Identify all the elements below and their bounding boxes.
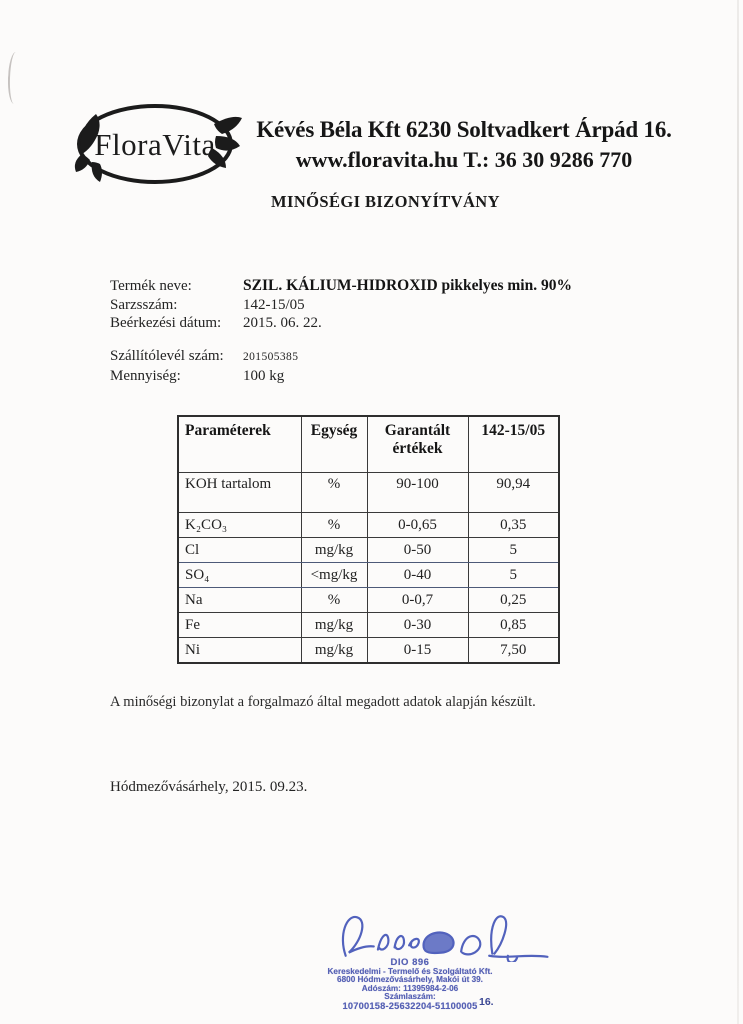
column-header-parameter: Paraméterek bbox=[178, 416, 301, 473]
company-address: Kévés Béla Kft 6230 Soltvadkert Árpád 16. bbox=[256, 117, 672, 142]
parameters-table bbox=[177, 415, 560, 664]
table-row bbox=[178, 473, 559, 513]
place-date: Hódmezővásárhely, 2015. 09.23. bbox=[110, 779, 308, 795]
handwritten-page-mark: 16. bbox=[479, 996, 494, 1008]
floravita-logo bbox=[66, 96, 242, 192]
note-text: A minőségi bizonylat a forgalmazó által megadott adatok alapján készült. bbox=[110, 694, 536, 710]
stamp-line: DIO 896 bbox=[390, 957, 430, 968]
field-product-name bbox=[110, 277, 572, 296]
field-quantity bbox=[110, 367, 298, 386]
stamp-line: Kereskedelmi - Termelő és Szolgáltató Kft. bbox=[327, 966, 493, 976]
leaf-icon bbox=[75, 154, 90, 172]
product-info bbox=[110, 277, 572, 333]
field-value: 201505385 bbox=[243, 351, 299, 363]
field-label: Mennyiség: bbox=[110, 367, 181, 384]
cell-unit: % bbox=[301, 588, 367, 613]
company-contact: www.floravita.hu T.: 36 30 9286 770 bbox=[295, 147, 633, 172]
logo-text: FloraVita bbox=[94, 127, 216, 162]
table-row bbox=[178, 638, 559, 664]
cell-measured: 0,85 bbox=[468, 613, 559, 638]
leaf-icon bbox=[92, 162, 102, 182]
leaf-icon bbox=[215, 136, 240, 151]
field-arrival-date bbox=[110, 314, 572, 333]
scan-artifact-left bbox=[7, 52, 23, 104]
cell-guaranteed: 0-30 bbox=[367, 613, 468, 638]
signature bbox=[331, 910, 559, 962]
field-value: 142-15/05 bbox=[243, 296, 305, 313]
cell-measured: 5 bbox=[468, 563, 559, 588]
cell-parameter: Cl bbox=[178, 538, 301, 563]
cell-unit: mg/kg bbox=[301, 638, 367, 664]
table-row bbox=[178, 588, 559, 613]
cell-parameter: Na bbox=[178, 588, 301, 613]
cell-measured: 90,94 bbox=[468, 473, 559, 513]
scan-artifact-right bbox=[737, 0, 739, 1024]
company-stamp bbox=[285, 959, 535, 1011]
cell-parameter: Ni bbox=[178, 638, 301, 664]
field-value: 100 kg bbox=[243, 367, 285, 384]
field-value: 2015. 06. 22. bbox=[243, 315, 322, 331]
stamp-line: 6800 Hódmezővásárhely, Makói út 39. bbox=[337, 975, 483, 985]
cell-measured: 5 bbox=[468, 538, 559, 563]
cell-guaranteed: 0-0,65 bbox=[367, 513, 468, 538]
column-header-batch: 142-15/05 bbox=[468, 416, 559, 473]
cell-guaranteed: 90-100 bbox=[367, 473, 468, 513]
cell-guaranteed: 0-50 bbox=[367, 538, 468, 563]
cell-guaranteed: 0-40 bbox=[367, 563, 468, 588]
field-label: Beérkezési dátum: bbox=[110, 315, 222, 331]
field-label: Termék neve: bbox=[110, 278, 192, 294]
letterhead-text bbox=[238, 115, 690, 175]
cell-parameter: SO₄ bbox=[178, 563, 301, 588]
cell-unit: <mg/kg bbox=[301, 563, 367, 588]
column-header-unit: Egység bbox=[301, 416, 367, 473]
cell-parameter: Fe bbox=[178, 613, 301, 638]
cell-parameter: KOH tartalom bbox=[178, 473, 301, 513]
cell-unit: % bbox=[301, 513, 367, 538]
cell-measured: 0,25 bbox=[468, 588, 559, 613]
stamp-line: Számlaszám: bbox=[384, 992, 436, 1002]
field-label: Szállítólevél szám: bbox=[110, 348, 224, 364]
cell-unit: mg/kg bbox=[301, 613, 367, 638]
table-row bbox=[178, 513, 559, 538]
stamp-line: Adószám: 11395984-2-06 bbox=[361, 983, 459, 993]
column-header-guaranteed: Garantált értékek bbox=[367, 416, 468, 473]
stamp-account-number: 10700158-25632204-51100005 bbox=[342, 1000, 478, 1011]
cell-measured: 0,35 bbox=[468, 513, 559, 538]
shipment-info bbox=[110, 347, 298, 385]
document-title: MINŐSÉGI BIZONYÍTVÁNY bbox=[271, 192, 500, 211]
field-delivery-note bbox=[110, 347, 298, 367]
cell-measured: 7,50 bbox=[468, 638, 559, 664]
field-label: Sarzsszám: bbox=[110, 296, 178, 313]
field-batch-number bbox=[110, 296, 572, 315]
table-header-row bbox=[178, 416, 559, 473]
table-row bbox=[178, 563, 559, 588]
cell-parameter: K₂CO₃ bbox=[178, 513, 301, 538]
cell-guaranteed: 0-15 bbox=[367, 638, 468, 664]
cell-unit: % bbox=[301, 473, 367, 513]
cell-guaranteed: 0-0,7 bbox=[367, 588, 468, 613]
table-row bbox=[178, 538, 559, 563]
table-row bbox=[178, 613, 559, 638]
cell-unit: mg/kg bbox=[301, 538, 367, 563]
field-value: SZIL. KÁLIUM-HIDROXID pikkelyes min. 90% bbox=[243, 277, 572, 294]
